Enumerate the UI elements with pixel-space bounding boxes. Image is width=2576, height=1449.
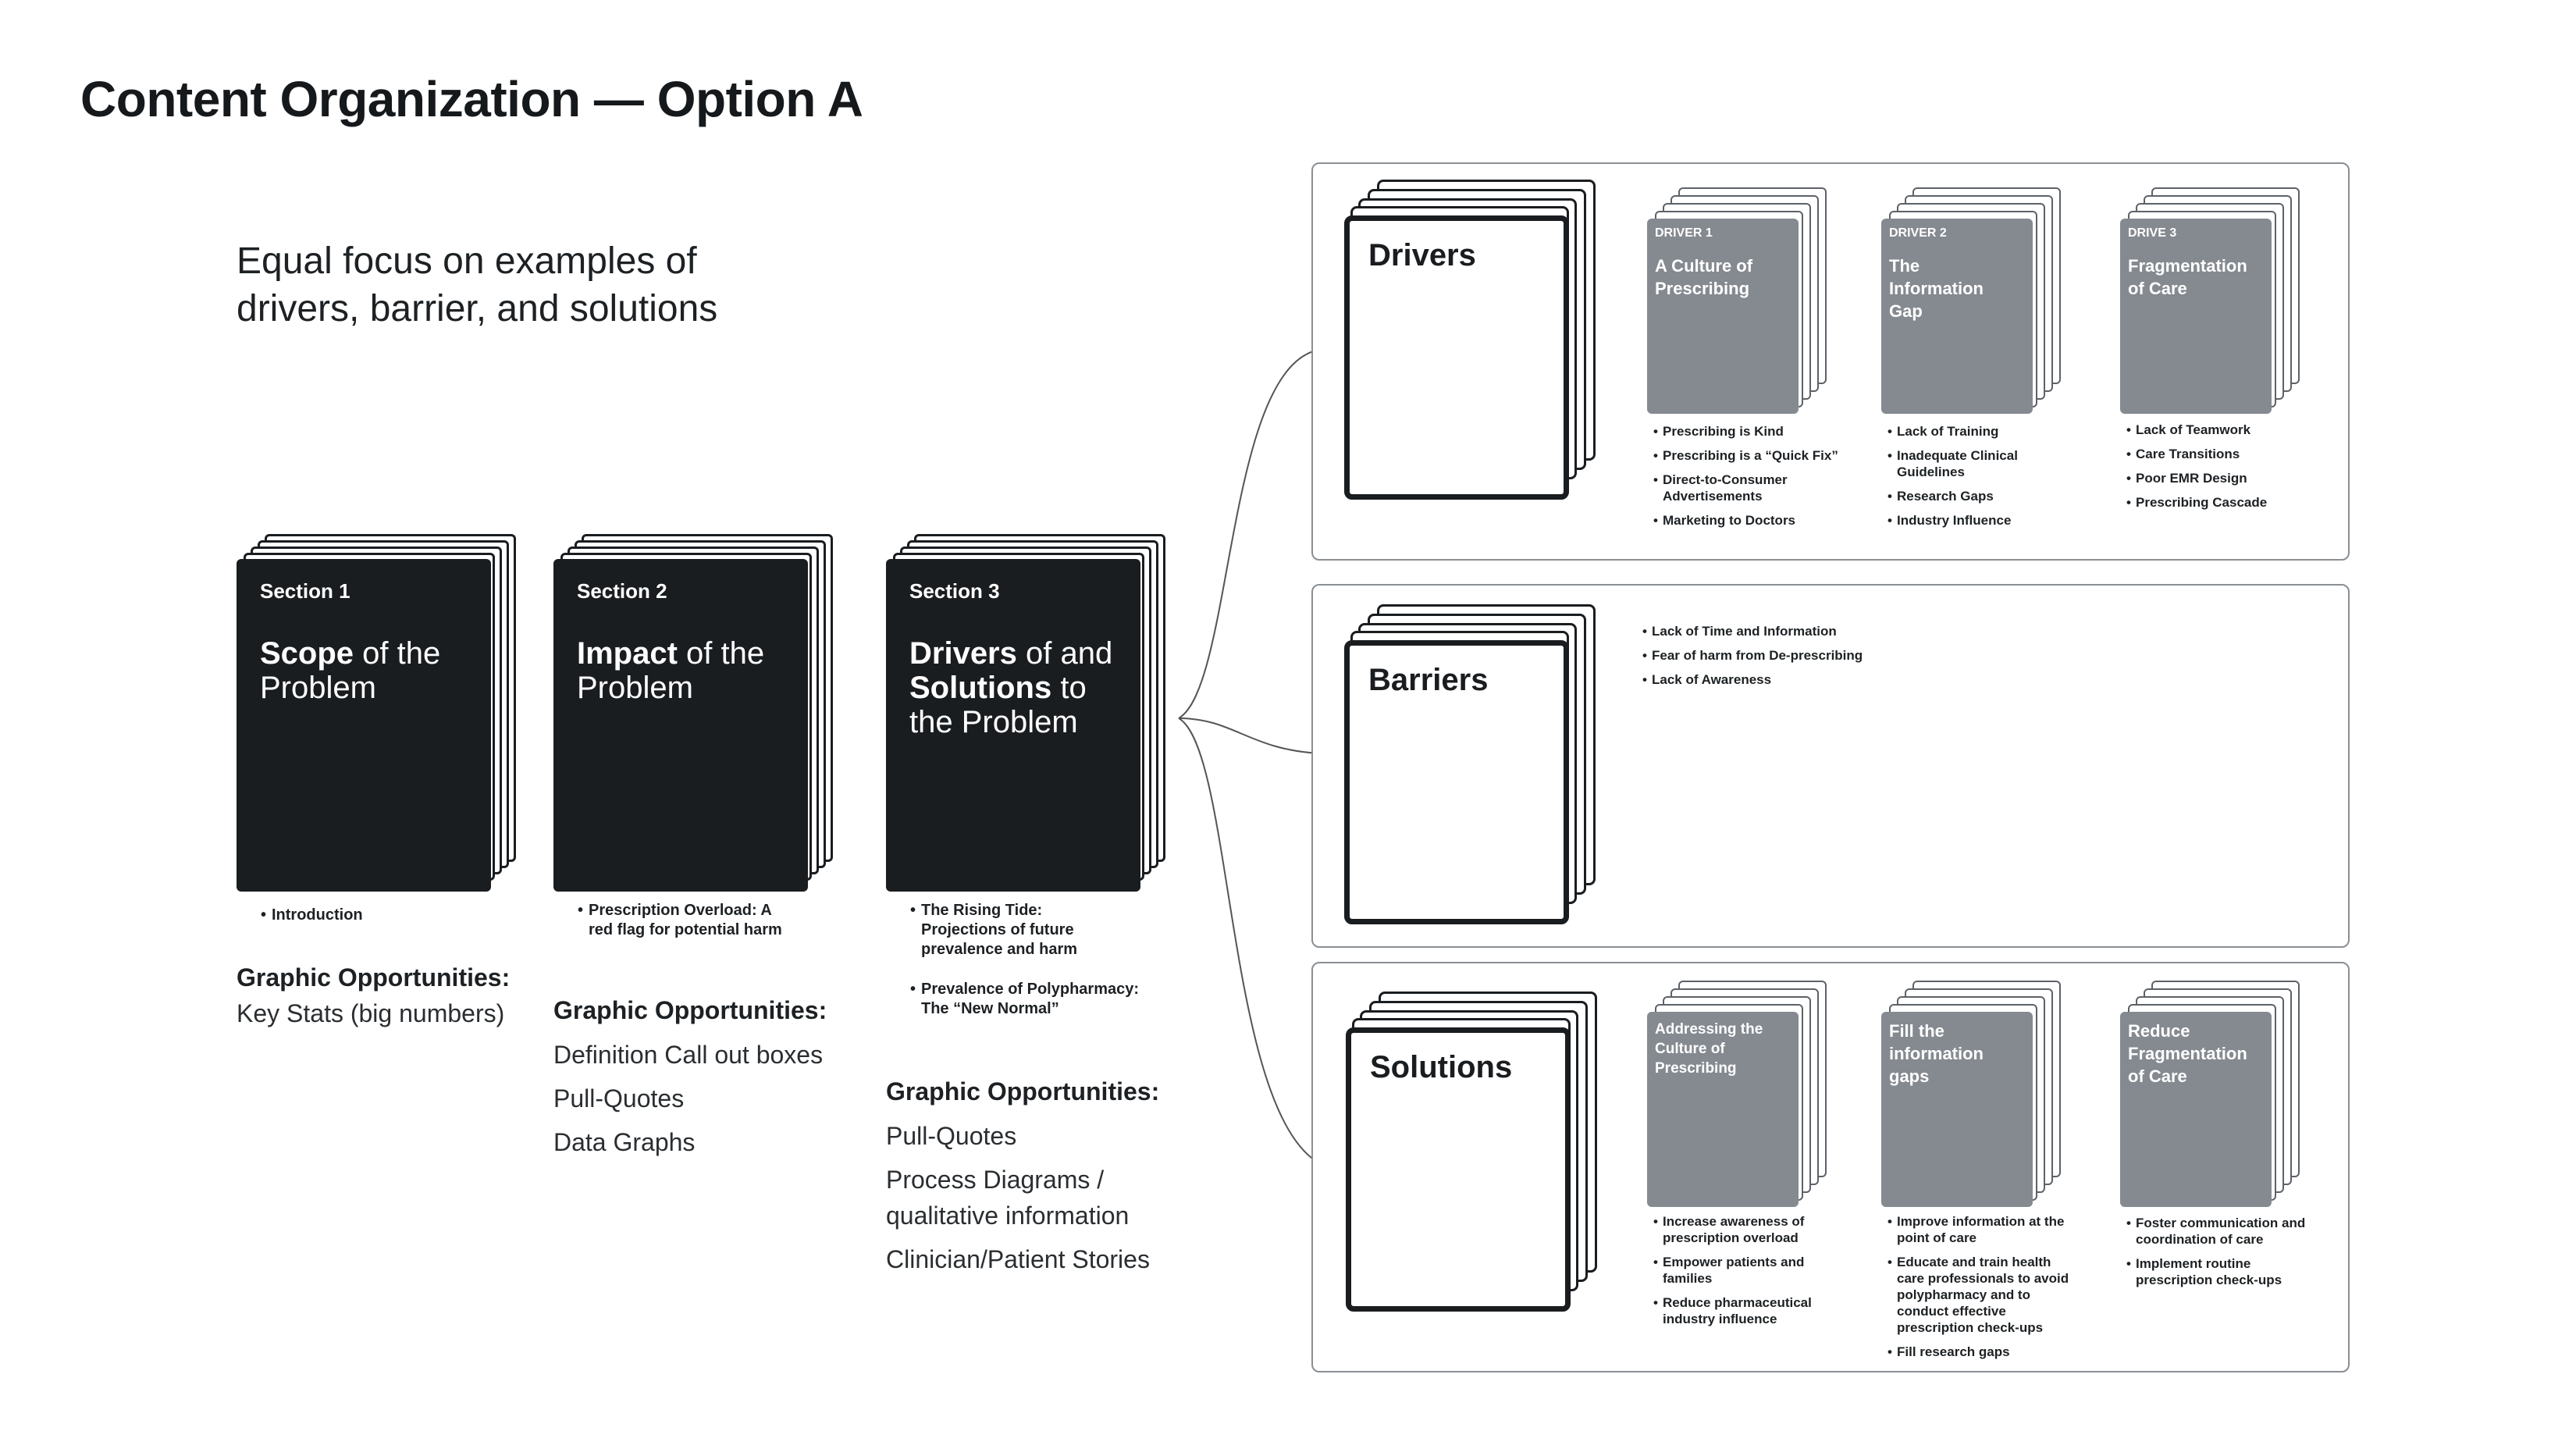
page-title: Content Organization — Option A [80, 71, 863, 127]
driver-1-bullets [1653, 423, 1848, 536]
solution-3-card [2120, 981, 2304, 1207]
barriers-bullets [1642, 623, 1955, 696]
section-1-bullets [261, 906, 495, 936]
list-item: • Fear of harm from De-prescribing [1642, 647, 1955, 664]
section-1-card [237, 534, 516, 892]
list-item: • Lack of Training [1888, 423, 2083, 440]
solution-2-card [1881, 981, 2065, 1207]
drivers-panel [1311, 162, 2350, 561]
solution-3-heading: Reduce Fragmentation of Care [2128, 1021, 2247, 1086]
list-item: • Educate and train health care professionals to avoid polypharmacy and to conduct effective prescription check-ups [1888, 1254, 2075, 1336]
list-item: • Marketing to Doctors [1653, 512, 1848, 529]
solution-2-bullets [1888, 1213, 2075, 1368]
driver-2-bullets [1888, 423, 2083, 536]
driver-3-label: DRIVE 3 [2128, 226, 2177, 240]
list-item: • The Rising Tide: Projections of future prevalence and harm [910, 901, 1144, 959]
list-item: • Inadequate Clinical Guidelines [1888, 447, 2045, 480]
section-1-label: Section 1 [260, 579, 350, 603]
list-item: • Prescribing Cascade [2126, 494, 2322, 511]
list-item: Process Diagrams / qualitative information [886, 1166, 1130, 1230]
list-item: • Poor EMR Design [2126, 470, 2322, 486]
list-item: • Foster communication and coordination of care [2126, 1215, 2322, 1248]
list-item: • Prescribing is a “Quick Fix” [1653, 447, 1848, 464]
section-2-bullets [578, 901, 788, 951]
list-item: • Care Transitions [2126, 446, 2322, 462]
list-item: Pull-Quotes [553, 1084, 685, 1113]
list-item: • Improve information at the point of care [1888, 1213, 2075, 1246]
section-2-go-list [553, 1037, 823, 1168]
drivers-card [1344, 180, 1602, 500]
driver-2-label: DRIVER 2 [1889, 226, 1947, 240]
solution-1-heading: Addressing the Culture of Prescribing [1655, 1021, 1763, 1077]
driver-1-label: DRIVER 1 [1655, 226, 1713, 240]
section-2-heading: Impact of the Problem [577, 636, 765, 705]
list-item: • Reduce pharmaceutical industry influence [1653, 1294, 1833, 1327]
section-3-label: Section 3 [909, 579, 1000, 603]
section-3-go-list [886, 1118, 1167, 1285]
list-item: Data Graphs [553, 1128, 696, 1156]
barriers-title: Barriers [1368, 663, 1489, 697]
section-1-heading: Scope of the Problem [260, 636, 441, 705]
list-item: Pull-Quotes [886, 1122, 1017, 1150]
list-item: Definition Call out boxes [553, 1041, 824, 1069]
list-item: • Prescribing is Kind [1653, 423, 1848, 440]
driver-1-card [1647, 187, 1831, 414]
list-item: • Empower patients and families [1653, 1254, 1819, 1287]
list-item: • Research Gaps [1888, 488, 2083, 504]
section-3-heading: Drivers of and Solutions to the Problem [909, 636, 1113, 739]
section-3-card [886, 534, 1165, 892]
barriers-panel [1311, 584, 2350, 948]
section-3-bullets [910, 901, 1144, 1030]
section-2-card [553, 534, 833, 892]
list-item: • Prescription Overload: A red flag for potential harm [578, 901, 788, 940]
list-item: • Lack of Time and Information [1642, 623, 1955, 639]
list-item: • Prevalence of Polypharmacy: The “New Normal” [910, 980, 1144, 1019]
solutions-panel [1311, 962, 2350, 1372]
section-2-go-title: Graphic Opportunities: [553, 996, 827, 1024]
list-item: • Implement routine prescription check-ups [2126, 1255, 2322, 1288]
driver-2-card [1881, 187, 2065, 414]
list-item: Clinician/Patient Stories [886, 1245, 1150, 1273]
page-subtitle: Equal focus on examples of drivers, barrier, and solutions [237, 240, 718, 329]
solution-1-card [1647, 981, 1831, 1207]
solution-3-bullets [2126, 1215, 2322, 1296]
driver-2-heading: The Information Gap [1889, 256, 1984, 321]
list-item: • Direct-to-Consumer Advertisements [1653, 472, 1848, 504]
barriers-card [1344, 604, 1602, 924]
list-item: • Introduction [261, 906, 495, 925]
driver-3-heading: Fragmentation of Care [2128, 256, 2247, 298]
solutions-title: Solutions [1370, 1050, 1513, 1084]
driver-1-heading: A Culture of Prescribing [1655, 256, 1753, 298]
driver-3-bullets [2126, 422, 2322, 518]
section-2-label: Section 2 [577, 579, 667, 603]
list-item: • Increase awareness of prescription overload [1653, 1213, 1833, 1246]
section-1-go-list [237, 995, 504, 1039]
driver-3-card [2120, 187, 2304, 414]
list-item: • Lack of Teamwork [2126, 422, 2322, 438]
solutions-card [1346, 992, 1603, 1312]
drivers-title: Drivers [1368, 238, 1476, 272]
solution-1-bullets [1653, 1213, 1833, 1335]
list-item: • Industry Influence [1888, 512, 2083, 529]
list-item: • Fill research gaps [1888, 1344, 2075, 1360]
section-3-go-title: Graphic Opportunities: [886, 1077, 1160, 1105]
solution-2-heading: Fill the information gaps [1889, 1021, 1984, 1086]
list-item: • Lack of Awareness [1642, 671, 1955, 688]
list-item: Key Stats (big numbers) [237, 999, 505, 1027]
section-1-go-title: Graphic Opportunities: [237, 963, 511, 992]
